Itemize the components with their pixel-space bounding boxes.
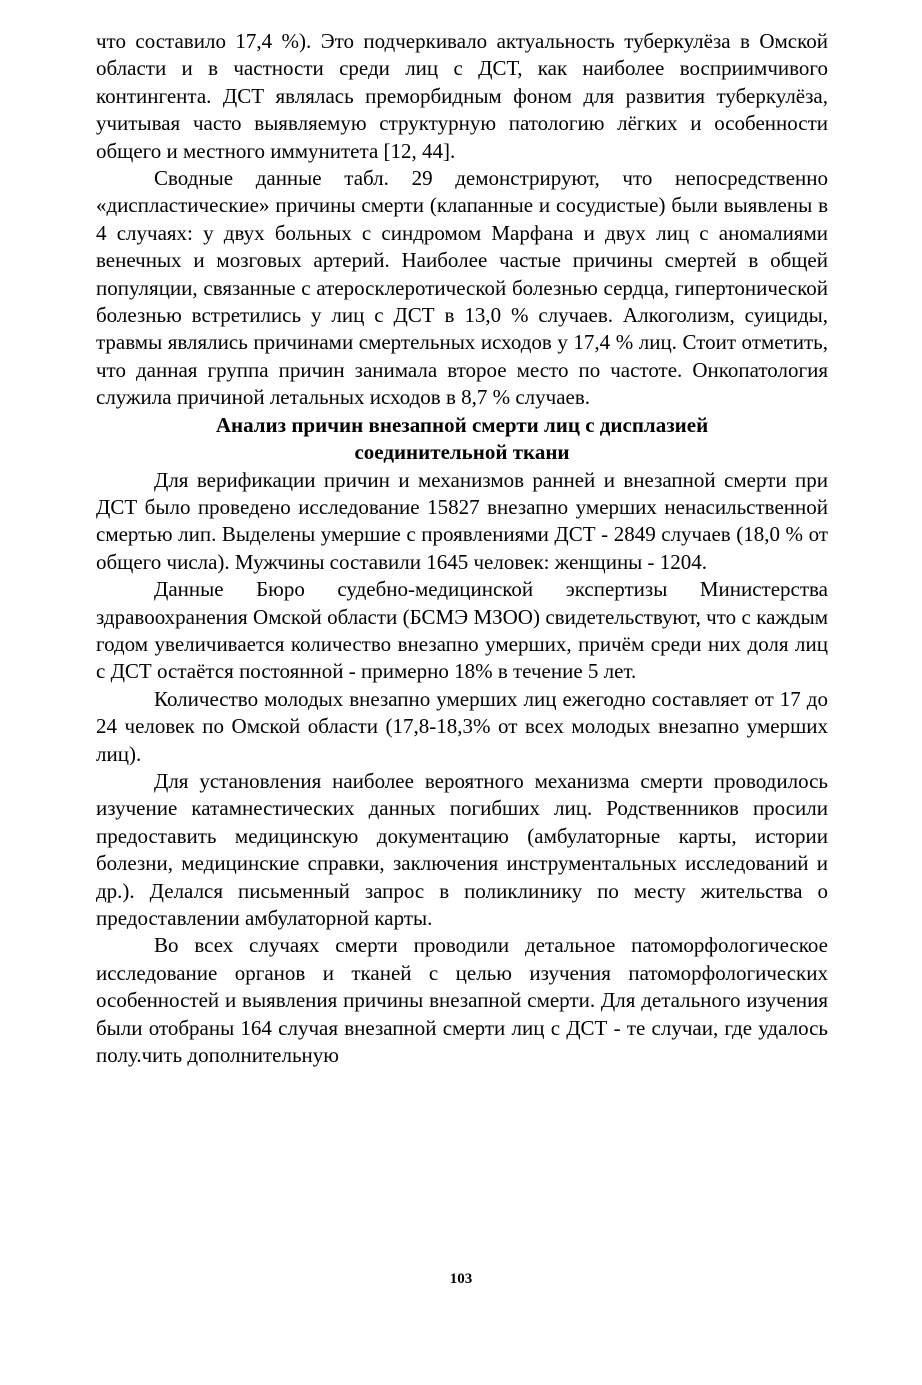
paragraph-catamnesis: Для установления наиболее вероятного механизма смерти проводилось изучение катамнестических данных погибших лиц. Родственников просили предоставить медицинскую документацию (амбулаторные карты, истории болезни, медицинские справки, заключения инструментальных исследований и др.). Делался письменный запрос в поликлинику по месту жительства о предоставлении амбулаторной карты.	[96, 768, 828, 930]
page-body	[96, 28, 828, 1069]
section-heading	[96, 412, 828, 467]
paragraph-pathomorphology: Во всех случаях смерти проводили детальное патоморфологическое исследование органов и тканей с целью изучения патоморфологических особенностей и выявления причины внезапной смерти. Для детального изучения были отобраны 164 случая внезапной смерти лиц с ДСТ - те случаи, где удалось полу.чить дополнительную	[96, 933, 828, 1068]
paragraph-table-29-summary: Сводные данные табл. 29 демонстрируют, что непосредственно «диспластические» причины смерти (клапанные и сосудистые) были выявлены в 4 случаях: у двух больных с синдромом Марфана и двух лиц с аномалиями венечных и мозговых артерий. Наиболее частые причины смертей в общей популяции, связанные с атеросклеротической болезнью сердца, гипертонической болезнью встретились у лиц с ДСТ в 13,0 % случаев. Алкоголизм, суициды, травмы являлись причинами смертельных исходов у 17,4 % лиц. Стоит отметить, что данная группа причин занимала второе место по частоте. Онкопатология служила причиной летальных исходов в 8,7 % случаев.	[96, 166, 828, 410]
paragraph-bureau-data: Данные Бюро судебно-медицинской экспертизы Министерства здравоохранения Омской области (БСМЭ МЗОО) свидетельствуют, что с каждым годом увеличивается количество внезапно умерших, причём среди них доля лиц с ДСТ остаётся постоянной - примерно 18% в течение 5 лет.	[96, 577, 828, 684]
section-heading-line-2: соединительной ткани	[354, 440, 570, 465]
paragraph-tuberculosis-continuation: что составило 17,4 %). Это подчеркивало актуальность туберкулёза в Омской области и в частности среди лиц с ДСТ, как наиболее восприимчивого контингента. ДСТ являлась преморбидным фоном для развития туберкулёза, учитывая часто выявляемую структурную патологию лёгких и особенности общего и местного иммунитета [12, 44].	[96, 29, 828, 163]
section-heading-line-1: Анализ причин внезапной смерти лиц с дисплазией	[215, 412, 709, 437]
page-number: 103	[449, 1271, 473, 1287]
paragraph-young-deaths: Количество молодых внезапно умерших лиц ежегодно составляет от 17 до 24 человек по Омской области (17,8-18,3% от всех молодых внезапно умерших лиц).	[96, 686, 828, 766]
paragraph-verification-study: Для верификации причин и механизмов ранней и внезапной смерти при ДСТ было проведено исследование 15827 внезапно умерших ненасильственной смертью лип. Выделены умершие с проявлениями ДСТ - 2849 случаев (18,0 % от общего числа). Мужчины составили 1645 человек: женщины - 1204.	[96, 467, 828, 574]
